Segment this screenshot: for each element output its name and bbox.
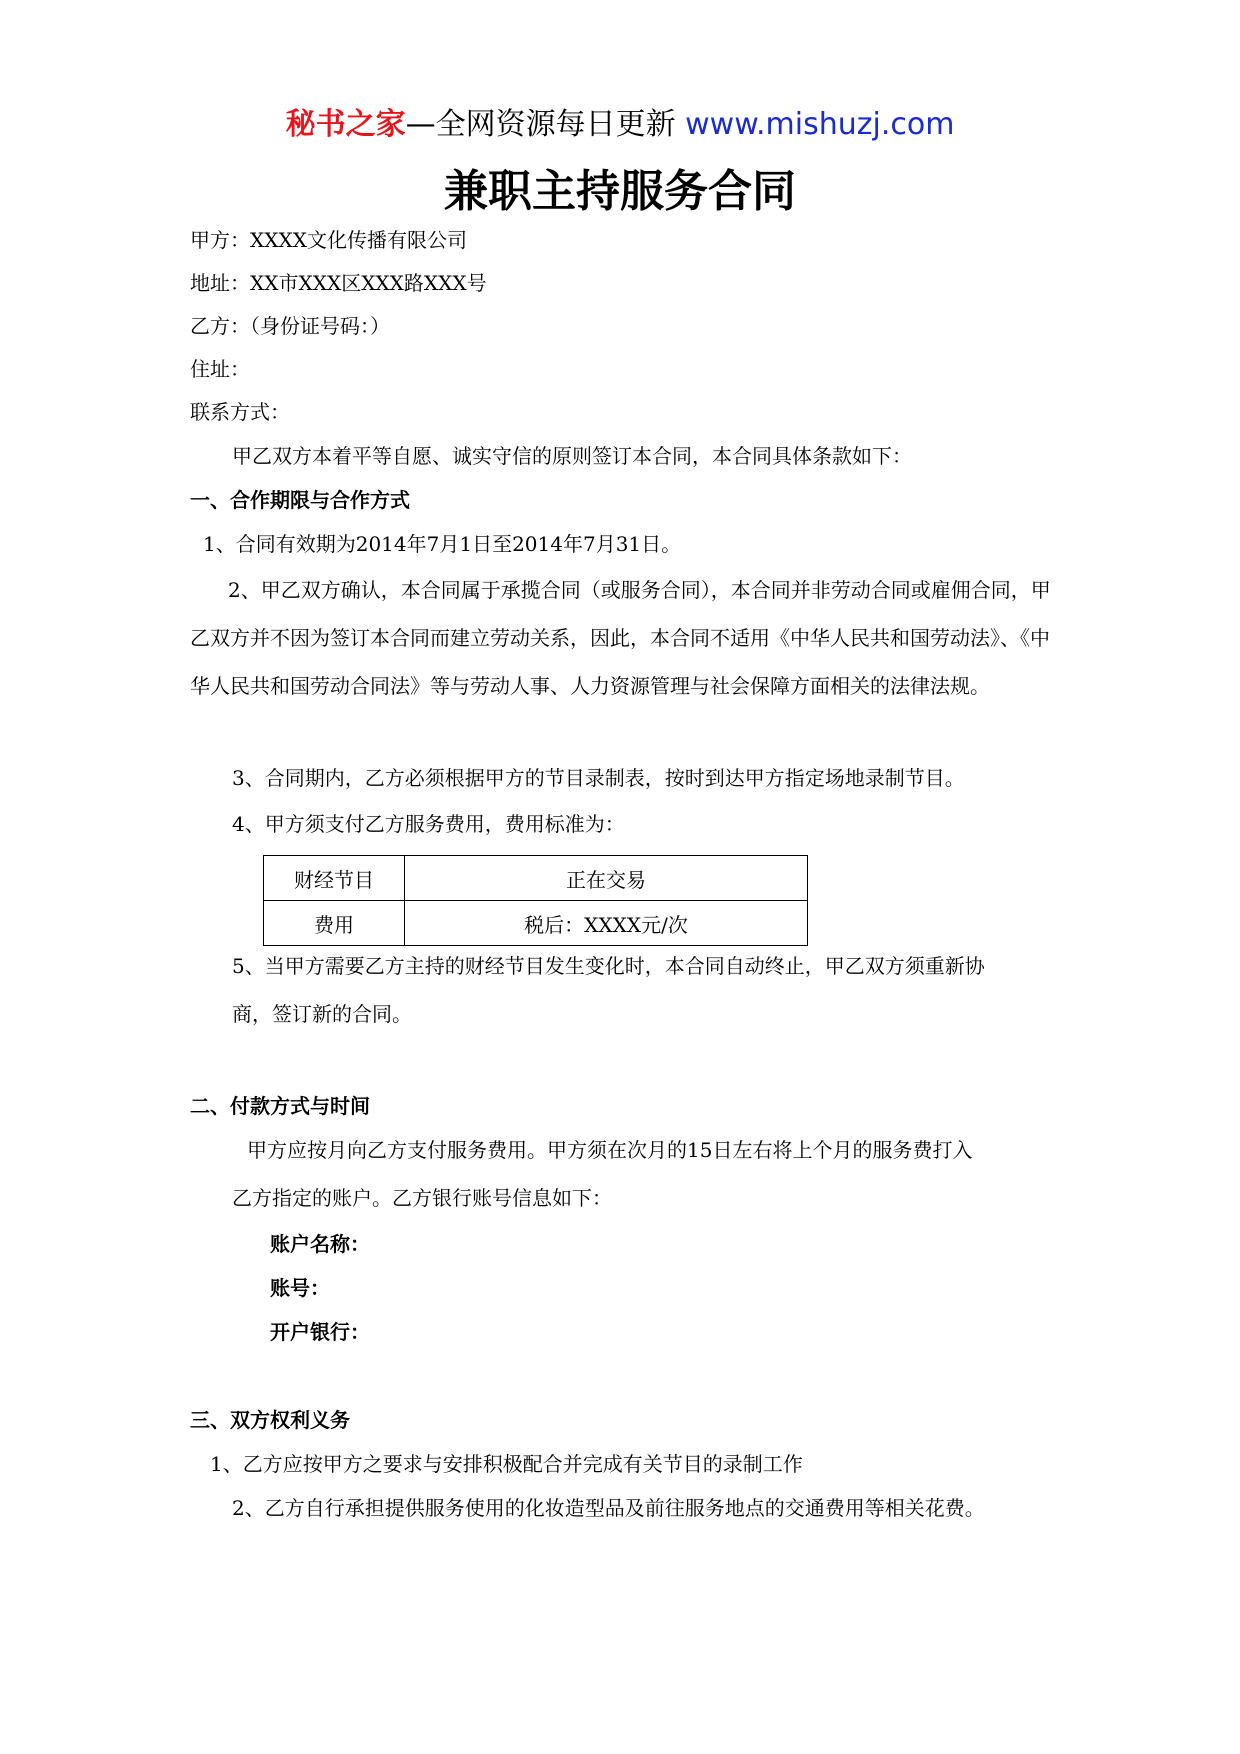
section-2-heading: 二、付款方式与时间	[190, 1094, 370, 1118]
party-b-line: 乙方：（身份证号码：）	[190, 314, 390, 338]
section-1-item-5-line-1: 5、当甲方需要乙方主持的财经节目发生变化时，本合同自动终止，甲乙双方须重新协	[232, 954, 985, 978]
site-banner	[0, 100, 1240, 150]
section-2-paragraph-line-2: 乙方指定的账户。乙方银行账号信息如下：	[232, 1186, 612, 1210]
table-cell: 费用	[264, 901, 405, 946]
contact-line: 联系方式：	[190, 400, 290, 424]
account-number-label: 账号：	[270, 1276, 330, 1300]
section-1-item-2: 2、甲乙双方确认，本合同属于承揽合同（或服务合同），本合同并非劳动合同或雇佣合同，甲乙双方并不因为签订本合同而建立劳动关系，因此，本合同不适用《中华人民共和国劳动法》、《中华人民共和国劳动合同法》等与劳动人事、人力资源管理与社会保障方面相关的法律法规。	[190, 578, 1051, 698]
account-name-label: 账户名称：	[270, 1232, 370, 1256]
table-row	[264, 901, 808, 946]
party-a-line: 甲方：XXXX文化传播有限公司	[190, 228, 467, 252]
banner-url-link[interactable]: www.mishuzj.com	[685, 107, 955, 142]
section-3-heading: 三、双方权利义务	[190, 1408, 350, 1432]
contract-title: 兼职主持服务合同	[444, 166, 796, 217]
section-1-item-4: 4、甲方须支付乙方服务费用，费用标准为：	[232, 812, 625, 836]
section-3-item-2: 2、乙方自行承担提供服务使用的化妆造型品及前往服务地点的交通费用等相关花费。	[232, 1496, 985, 1520]
residence-line: 住址：	[190, 357, 250, 381]
intro-paragraph: 甲乙双方本着平等自愿、诚实守信的原则签订本合同，本合同具体条款如下：	[232, 444, 912, 468]
section-1-item-5-line-2: 商，签订新的合同。	[232, 1002, 412, 1026]
section-3-item-1: 1、乙方应按甲方之要求与安排积极配合并完成有关节目的录制工作	[210, 1452, 803, 1476]
table-cell: 财经节目	[264, 856, 405, 901]
banner-slogan: —全网资源每日更新	[405, 107, 686, 142]
table-cell: 税后：XXXX元/次	[405, 901, 808, 946]
section-1-heading: 一、合作期限与合作方式	[190, 488, 410, 512]
section-1-item-1: 1、合同有效期为2014年7月1日至2014年7月31日。	[203, 532, 682, 556]
fee-table	[263, 855, 808, 946]
table-row	[264, 856, 808, 901]
section-2-paragraph-line-1: 甲方应按月向乙方支付服务费用。甲方须在次月的15日左右将上个月的服务费打入	[247, 1138, 973, 1162]
table-cell: 正在交易	[405, 856, 808, 901]
bank-name-label: 开户银行：	[270, 1320, 370, 1344]
section-1-item-3: 3、合同期内，乙方必须根据甲方的节目录制表，按时到达甲方指定场地录制节目。	[232, 766, 965, 790]
address-line: 地址：XX市XXX区XXX路XXX号	[190, 271, 487, 295]
banner-brand: 秘书之家	[285, 107, 406, 142]
